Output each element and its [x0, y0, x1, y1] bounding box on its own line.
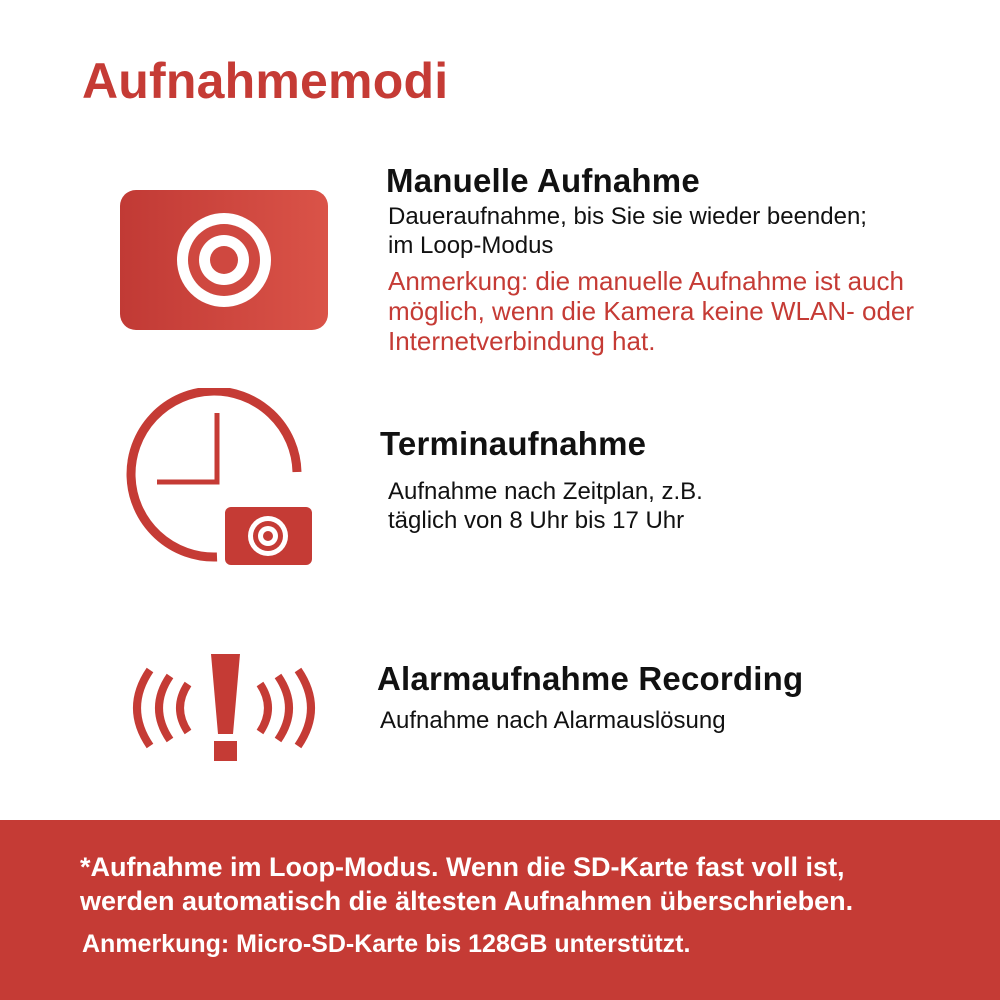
footer-text	[80, 850, 853, 918]
desc-line: Aufnahme nach Zeitplan, z.B.	[388, 478, 703, 505]
mode-desc-scheduled	[388, 477, 703, 535]
mode-heading-scheduled: Terminaufnahme	[380, 425, 647, 462]
page-title: Aufnahmemodi	[82, 53, 449, 109]
alarm-exclamation-icon	[120, 650, 330, 765]
footer-line: *Aufnahme im Loop-Modus. Wenn die SD-Karte fast voll ist,	[80, 852, 845, 882]
note-line: Anmerkung: die manuelle Aufnahme ist auch	[388, 266, 904, 296]
mode-heading-alarm: Alarmaufnahme Recording	[377, 660, 804, 697]
desc-line: Daueraufnahme, bis Sie sie wieder beenden;	[388, 203, 867, 230]
mode-heading-manual: Manuelle Aufnahme	[386, 162, 700, 199]
footer-note: Anmerkung: Micro-SD-Karte bis 128GB unterstützt.	[82, 930, 691, 958]
note-line: möglich, wenn die Kamera keine WLAN- oder	[388, 296, 915, 326]
mode-desc-alarm	[380, 706, 726, 735]
desc-line: täglich von 8 Uhr bis 17 Uhr	[388, 507, 685, 534]
mode-note-manual	[388, 266, 914, 356]
camera-record-icon	[120, 190, 328, 330]
mode-desc-manual	[388, 202, 867, 260]
desc-line: Aufnahme nach Alarmauslösung	[380, 707, 726, 734]
clock-camera-icon	[125, 388, 320, 573]
note-line: Internetverbindung hat.	[388, 326, 656, 356]
desc-line: im Loop-Modus	[388, 232, 554, 259]
footer-line: werden automatisch die ältesten Aufnahmen überschrieben.	[80, 886, 854, 916]
footer-banner	[0, 820, 1000, 1000]
